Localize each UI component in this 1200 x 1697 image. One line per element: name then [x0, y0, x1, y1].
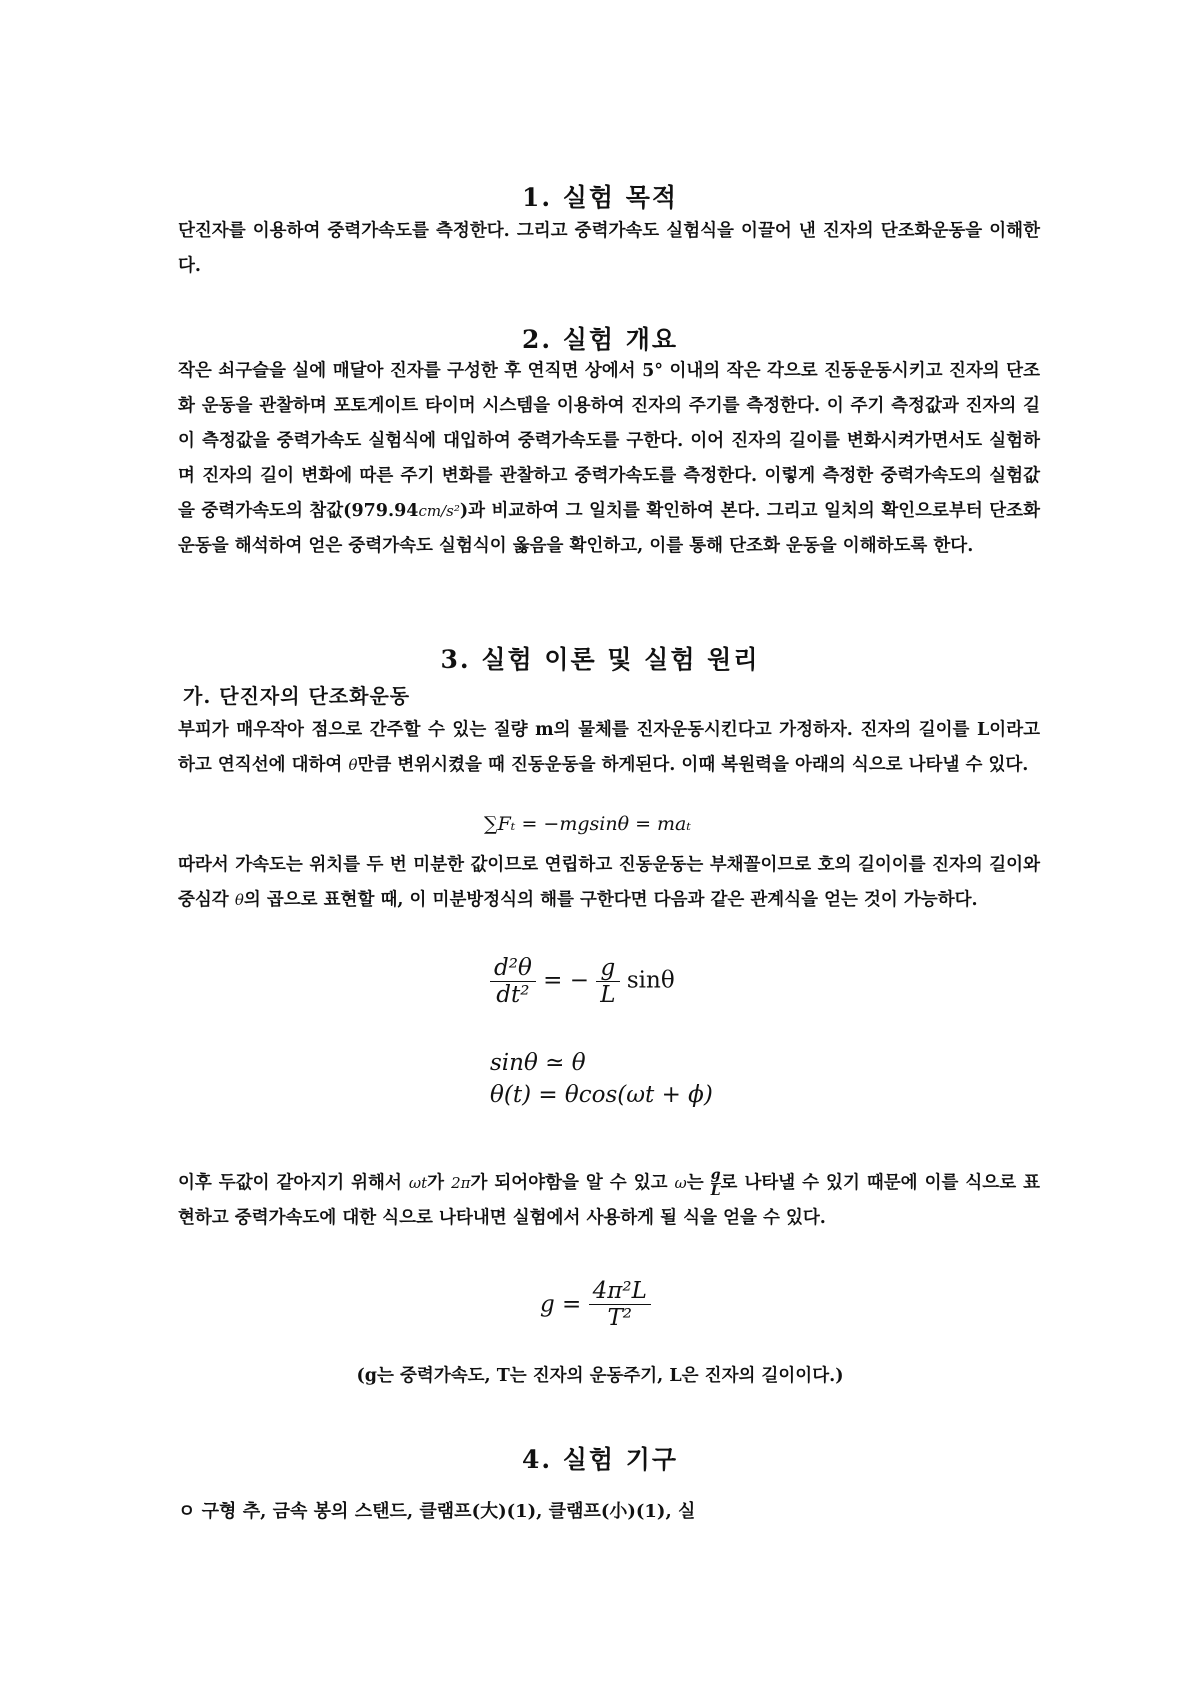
restoring-force-equation: ∑Fₜ = −mgsinθ = maₜ — [484, 813, 692, 835]
d2theta-denominator: dt² — [496, 982, 530, 1008]
p3-part-b: 가 — [427, 1173, 452, 1193]
section-3-paragraph-1 — [178, 713, 1040, 783]
p3-part-d: 는 — [686, 1173, 711, 1193]
formula-caption: (g는 중력가속도, T는 진자의 운동주기, L은 진자의 길이이다.) — [356, 1366, 844, 1386]
d2theta-fraction — [490, 955, 536, 1008]
g-over-l-fraction — [596, 955, 619, 1008]
equipment-list-item: ㅇ 구형 추, 금속 봉의 스탠드, 클램프(大)(1), 클램프(小)(1), 실 — [178, 1501, 696, 1522]
gravity-fraction — [589, 1278, 651, 1331]
section-2-body-part-b: )과 비교하여 그 일치를 확인하여 본다. 그리고 일치의 확인으로부터 단조화 운동을 해석하여 얻은 중력가속도 실험식이 옳음을 확인하고, 이를 통해 단조화 운동을 이해하도록 한다. — [178, 501, 1040, 556]
p3-part-a: 이후 두값이 같아지기 위해서 — [178, 1173, 409, 1193]
theta-symbol: θ — [348, 756, 358, 774]
section-3-subheading: 가. 단진자의 단조화운동 — [183, 684, 411, 708]
section-3-paragraph-2 — [178, 848, 1040, 918]
p1-part-b: 만큼 변위시켰을 때 진동운동을 하게된다. 이때 복원력을 아래의 식으로 나타낼 수 있다. — [357, 755, 1029, 775]
p2-part-b: 의 곱으로 표현할 때, 이 미분방정식의 해를 구한다면 다음과 같은 관계식을 얻는 것이 가능하다. — [243, 890, 978, 910]
solution-equation: θ(t) = θcos(ωt + ϕ) — [490, 1082, 713, 1108]
section-3-paragraph-3 — [178, 1166, 1040, 1236]
gravity-unit: cm/s² — [418, 502, 460, 520]
section-1-body: 단진자를 이용하여 중력가속도를 측정한다. 그리고 중력가속도 실험식을 이끌어 낸 진자의 단조화운동을 이해한다. — [178, 221, 1040, 276]
eq2-equals: = − — [543, 967, 589, 994]
two-pi: 2π — [451, 1174, 471, 1192]
section-2-heading: 2. 실험 개요 — [521, 325, 679, 354]
d2theta-numerator: d²θ — [490, 955, 536, 982]
omega: ω — [674, 1174, 687, 1192]
p3-part-e: 로 나타낼 수 있기 때문에 이를 식으로 표현하고 중력가속도에 대한 식으로 나타내면 실험에서 사용하게 될 식을 얻을 수 있다. — [178, 1173, 1041, 1228]
small-angle-approximation: sinθ ≃ θ — [490, 1050, 586, 1076]
inline-g: g — [710, 1167, 721, 1183]
p1-part-a: 부피가 매우작아 점으로 간주할 수 있는 질량 m의 물체를 진자운동시킨다고 가정하자. 진자의 길이를 L이라고 하고 연직선에 대하여 — [178, 720, 1040, 775]
inline-l: L — [710, 1183, 721, 1199]
eq2-sin-theta: sinθ — [626, 967, 675, 994]
gravity-denominator: T² — [607, 1305, 633, 1331]
gravity-formula — [540, 1278, 651, 1331]
differential-equation — [490, 955, 675, 1008]
g-numerator: g — [596, 955, 619, 982]
l-denominator: L — [600, 982, 616, 1008]
gravity-formula-lhs: g = — [540, 1291, 582, 1318]
section-1-heading: 1. 실험 목적 — [521, 183, 679, 212]
section-2-body — [178, 354, 1040, 564]
p3-part-c: 가 되어야함을 알 수 있고 — [470, 1173, 675, 1193]
gravity-numerator: 4π²L — [589, 1278, 651, 1305]
omega-t: ωt — [408, 1174, 428, 1192]
g-over-l-inline — [711, 1168, 721, 1199]
section-3-heading: 3. 실험 이론 및 실험 원리 — [440, 645, 760, 674]
section-4-heading: 4. 실험 기구 — [521, 1445, 679, 1474]
section-2-body-part-a: 작은 쇠구슬을 실에 매달아 진자를 구성한 후 연직면 상에서 5° 이내의 작은 각으로 진동운동시키고 진자의 단조화 운동을 관찰하며 포토게이트 타이머 시스템을 이용하여 진자의 주기를 측정한다. 이 주기 측정값과 진자의 길이 측정값을 중력가속도 실험식에 대입하여 중력가속도를 구한다. 이어 진자의 길이를 변화시켜가면서도 실험하며 진자의 길이 변화에 따른 주기 변화를 관찰하고 중력가속도를 측정한다. 이렇게 측정한 중력가속도의 실험값을 중력가속도의 참값(979.94 — [178, 361, 1040, 521]
p2-part-a: 따라서 가속도는 위치를 두 번 미분한 값이므로 연립하고 진동운동는 부채꼴이므로 호의 길이이를 진자의 길이와 중심각 — [178, 855, 1040, 910]
theta-symbol-2: θ — [234, 891, 244, 909]
